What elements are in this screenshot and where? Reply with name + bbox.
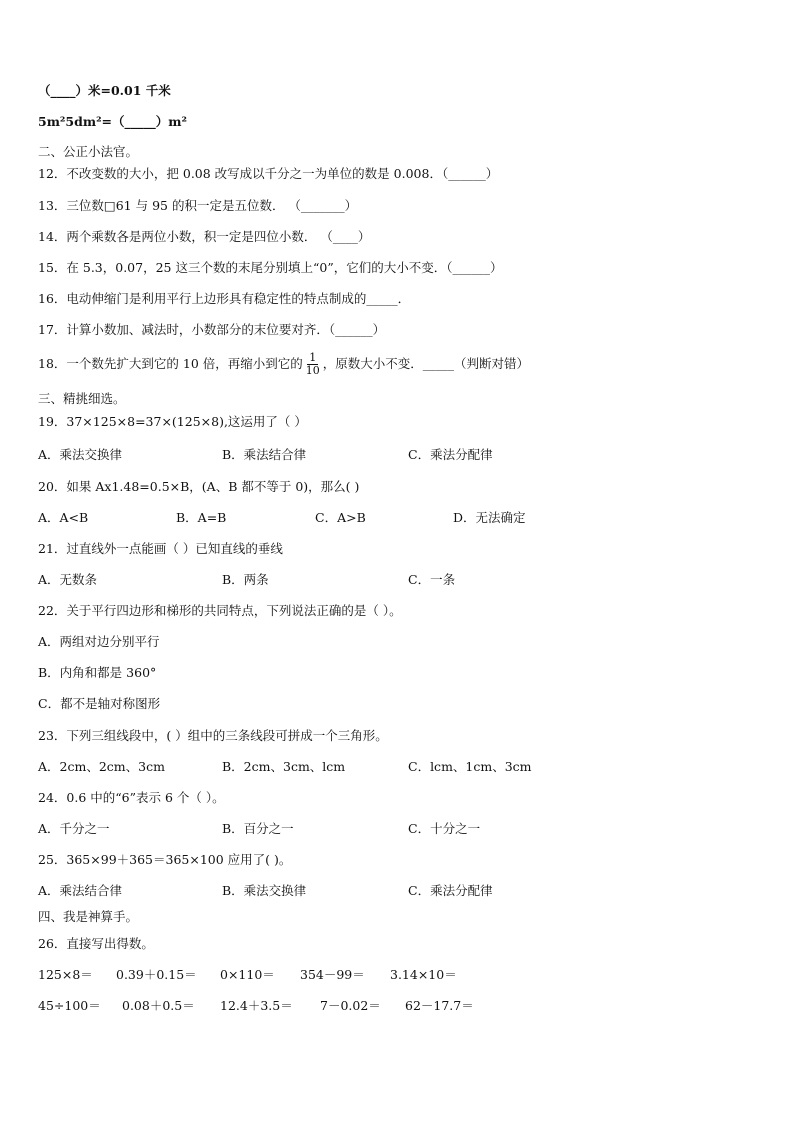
fill-blank-meter: （____）米=0.01 千米 bbox=[38, 83, 171, 98]
q20-option-b[interactable]: B．A=B bbox=[176, 510, 227, 525]
q21-option-b[interactable]: B．两条 bbox=[222, 572, 269, 587]
fill-blank-area: 5m²5dm²=（_____）m² bbox=[38, 114, 187, 129]
question-15: 15．在 5.3，0.07，25 这三个数的末尾分别填上“0”，它们的大小不变．（______） bbox=[38, 260, 503, 275]
calc-item: 3.14×10＝ bbox=[390, 967, 457, 982]
question-13: 13．三位数□61 与 95 的积一定是五位数． （_______） bbox=[38, 198, 358, 213]
q21-option-c[interactable]: C．一条 bbox=[408, 572, 456, 587]
fraction-denominator: 10 bbox=[305, 364, 320, 377]
question-16: 16．电动伸缩门是利用平行上边形具有稳定性的特点制成的_____． bbox=[38, 291, 411, 306]
q20-option-a[interactable]: A．A<B bbox=[38, 510, 89, 525]
calc-item: 12.4＋3.5＝ bbox=[220, 998, 293, 1013]
q24-option-b[interactable]: B．百分之一 bbox=[222, 821, 294, 836]
question-18 bbox=[38, 352, 529, 377]
q23-option-c[interactable]: C．lcm、1cm、3cm bbox=[408, 759, 532, 774]
q22-option-b[interactable]: B．内角和都是 360° bbox=[38, 665, 157, 680]
q21-option-a[interactable]: A．无数条 bbox=[38, 572, 98, 587]
q20-option-c[interactable]: C．A>B bbox=[315, 510, 366, 525]
calc-item: 125×8＝ bbox=[38, 967, 93, 982]
calc-item: 0.39＋0.15＝ bbox=[116, 967, 197, 982]
q20-option-d[interactable]: D．无法确定 bbox=[453, 510, 526, 525]
q23-option-a[interactable]: A．2cm、2cm、3cm bbox=[38, 759, 165, 774]
q25-option-c[interactable]: C．乘法分配律 bbox=[408, 883, 493, 898]
calc-item: 0×110＝ bbox=[220, 967, 275, 982]
fraction-one-tenth bbox=[304, 352, 322, 377]
question-20: 20．如果 Ax1.48=0.5×B，(A、B 都不等于 0)，那么( ) bbox=[38, 479, 360, 494]
section-heading-3: 三、精挑细选。 bbox=[38, 391, 126, 406]
q19-option-a[interactable]: A．乘法交换律 bbox=[38, 447, 123, 462]
question-14: 14．两个乘数各是两位小数，积一定是四位小数． （____） bbox=[38, 229, 371, 244]
fraction-numerator: 1 bbox=[309, 351, 317, 364]
calc-item: 7－0.02＝ bbox=[320, 998, 381, 1013]
question-12: 12．不改变数的大小，把 0.08 改写成以千分之一为单位的数是 0.008．（______） bbox=[38, 166, 499, 181]
question-18-text-a: 18．一个数先扩大到它的 10 倍，再缩小到它的 bbox=[38, 356, 303, 371]
calc-item: 62－17.7＝ bbox=[405, 998, 474, 1013]
question-26: 26．直接写出得数。 bbox=[38, 936, 154, 951]
calc-item: 45÷100＝ bbox=[38, 998, 101, 1013]
q22-option-a[interactable]: A．两组对边分别平行 bbox=[38, 634, 160, 649]
section-heading-2: 二、公正小法官。 bbox=[38, 144, 139, 159]
question-19: 19．37×125×8=37×(125×8),这运用了（ ） bbox=[38, 414, 307, 429]
q24-option-a[interactable]: A．千分之一 bbox=[38, 821, 110, 836]
question-24: 24．0.6 中的“6”表示 6 个（ ）。 bbox=[38, 790, 225, 805]
q25-option-b[interactable]: B．乘法交换律 bbox=[222, 883, 307, 898]
q19-option-b[interactable]: B．乘法结合律 bbox=[222, 447, 307, 462]
q23-option-b[interactable]: B．2cm、3cm、lcm bbox=[222, 759, 346, 774]
calc-item: 0.08＋0.5＝ bbox=[122, 998, 195, 1013]
question-23: 23．下列三组线段中，( ）组中的三条线段可拼成一个三角形。 bbox=[38, 728, 388, 743]
q19-option-c[interactable]: C．乘法分配律 bbox=[408, 447, 493, 462]
question-22: 22．关于平行四边形和梯形的共同特点，下列说法正确的是（ ）。 bbox=[38, 603, 402, 618]
question-25: 25．365×99＋365＝365×100 应用了( )。 bbox=[38, 852, 292, 867]
question-17: 17．计算小数加、减法时，小数部分的末位要对齐．（______） bbox=[38, 322, 386, 337]
question-18-text-b: ，原数大小不变．_____（判断对错） bbox=[322, 356, 530, 371]
q25-option-a[interactable]: A．乘法结合律 bbox=[38, 883, 123, 898]
q22-option-c[interactable]: C．都不是轴对称图形 bbox=[38, 696, 161, 711]
calc-item: 354－99＝ bbox=[300, 967, 365, 982]
question-21: 21．过直线外一点能画（ ）已知直线的垂线 bbox=[38, 541, 283, 556]
q24-option-c[interactable]: C．十分之一 bbox=[408, 821, 481, 836]
section-heading-4: 四、我是神算手。 bbox=[38, 909, 139, 924]
